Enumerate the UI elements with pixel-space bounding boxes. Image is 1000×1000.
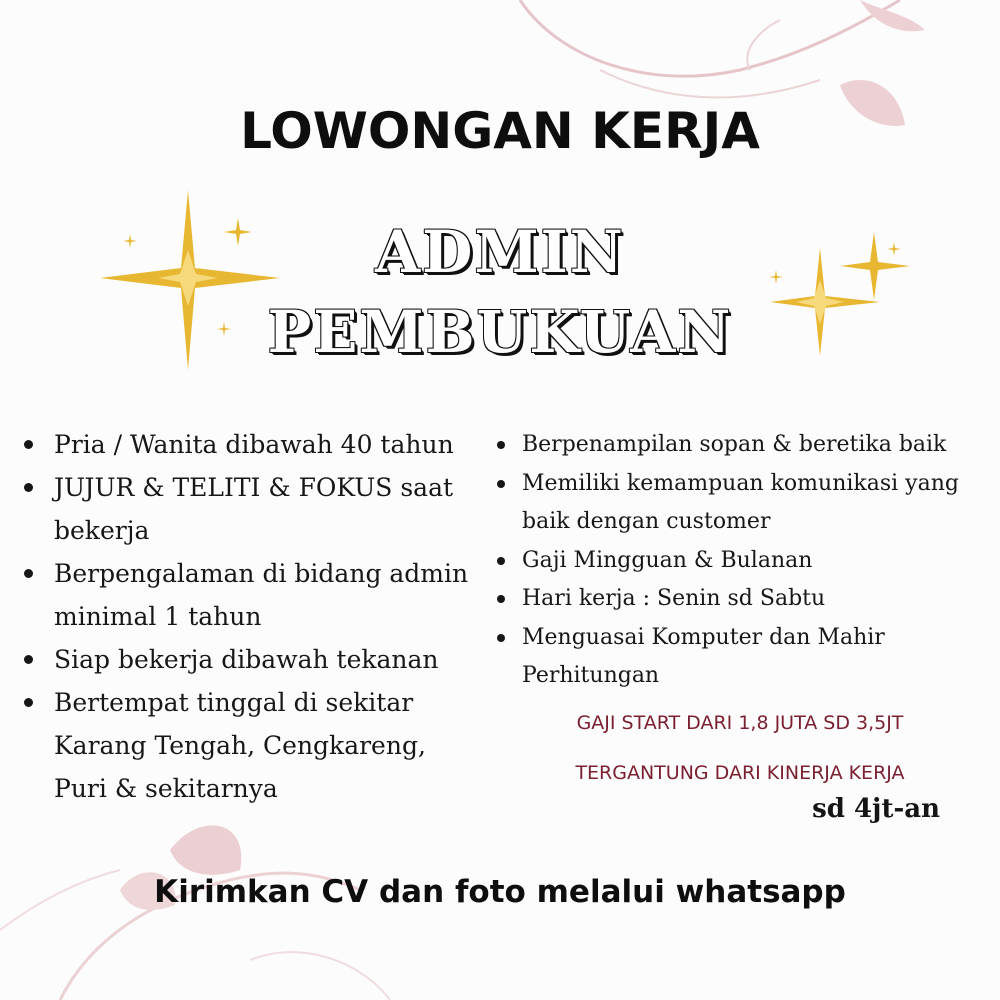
requirements-right-list: [494, 426, 994, 696]
salary-range: GAJI START DARI 1,8 JUTA SD 3,5JT: [576, 712, 904, 734]
list-item: Memiliki kemampuan komunikasi yang baik dengan customer: [494, 465, 972, 542]
list-item: JUJUR & TELITI & FOKUS saat bekerja: [20, 466, 484, 552]
list-item: Berpengalaman di bidang admin minimal 1 tahun: [20, 552, 494, 638]
poster-title: LOWONGAN KERJA: [240, 102, 760, 160]
job-title-line-2: PEMBUKUAN: [267, 298, 733, 366]
list-item: Pria / Wanita dibawah 40 tahun: [20, 423, 490, 466]
list-item: Bertempat tinggal di sekitar Karang Tengah, Cengkareng, Puri & sekitarnya: [20, 681, 464, 810]
requirements-left-list: [20, 423, 490, 810]
job-title-line-1: ADMIN: [375, 218, 625, 286]
salary-condition: TERGANTUNG DARI KINERJA KERJA: [575, 762, 905, 784]
list-item: Gaji Mingguan & Bulanan: [494, 542, 994, 581]
salary-max: sd 4jt-an: [812, 794, 940, 824]
list-item: Siap bekerja dibawah tekanan: [20, 638, 490, 681]
list-item: Menguasai Komputer dan Mahir Perhitungan: [494, 619, 922, 696]
list-item: Hari kerja : Senin sd Sabtu: [494, 580, 994, 619]
call-to-action: Kirimkan CV dan foto melalui whatsapp: [154, 874, 846, 910]
list-item: Berpenampilan sopan & beretika baik: [494, 426, 994, 465]
